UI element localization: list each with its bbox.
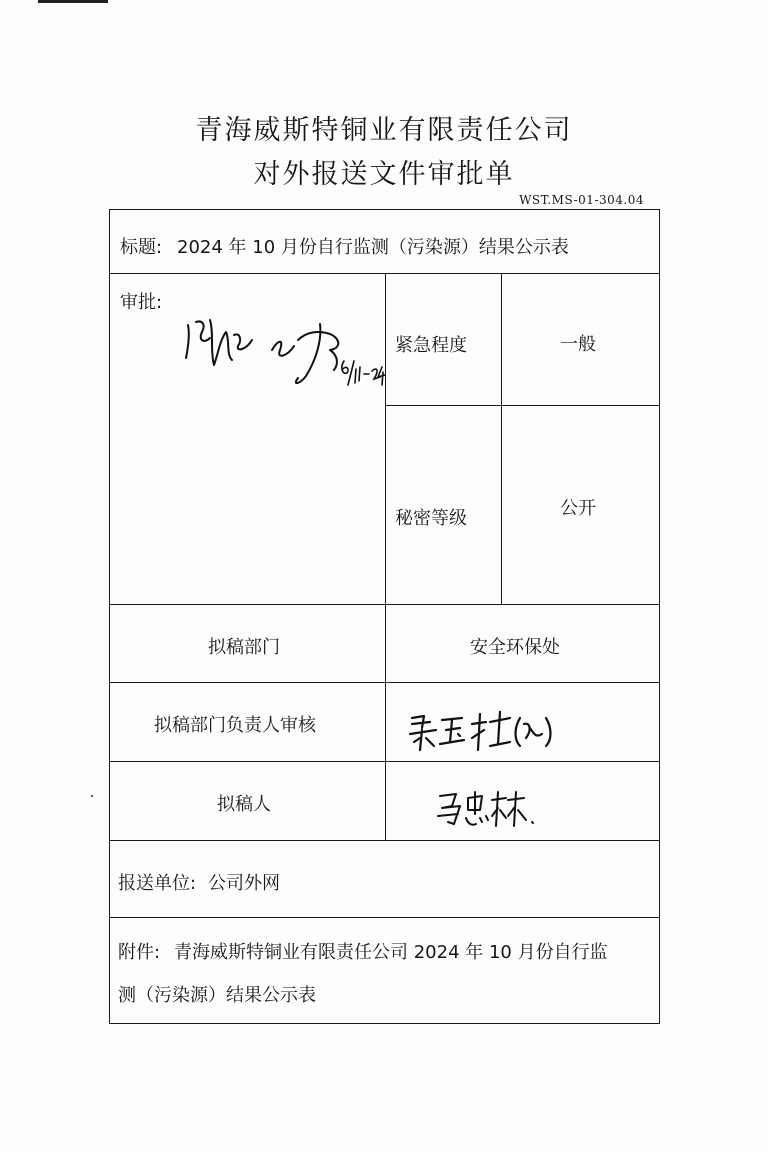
scan-edge-mark <box>38 0 108 3</box>
approval-label: 审批: <box>120 292 163 313</box>
secrecy-value: 公开 <box>560 498 596 519</box>
company-title: 青海威斯特铜业有限责任公司 <box>195 115 573 146</box>
row-divider <box>110 840 659 841</box>
document-number: WST.MS-01-304.04 <box>519 193 644 207</box>
scan-dust-dot <box>91 795 93 797</box>
drafting-dept-value: 安全环保处 <box>470 637 560 658</box>
row-divider <box>110 917 659 918</box>
column-divider <box>501 273 502 604</box>
subject-value: 2024 年 10 月份自行监测（污染源）结果公示表 <box>177 237 569 258</box>
urgency-label: 紧急程度 <box>395 335 467 356</box>
dept-head-signature <box>406 708 556 756</box>
urgency-value: 一般 <box>560 334 596 355</box>
subject-label: 标题: <box>120 237 163 258</box>
dept-head-review-label: 拟稿部门负责人审核 <box>154 715 316 736</box>
attachment-line-2: 测（污染源）结果公示表 <box>118 985 316 1006</box>
drafter-signature <box>434 788 544 832</box>
approval-date-handwritten <box>338 355 388 395</box>
row-divider <box>386 405 659 406</box>
drafter-label: 拟稿人 <box>217 794 271 815</box>
attachment-label: 附件: <box>118 942 161 963</box>
drafting-dept-label: 拟稿部门 <box>208 637 280 658</box>
secrecy-label: 秘密等级 <box>395 508 467 529</box>
attachment-line-1: 青海威斯特铜业有限责任公司 2024 年 10 月份自行监 <box>174 942 608 963</box>
recipient-value: 公司外网 <box>208 873 280 894</box>
recipient-label: 报送单位: <box>118 873 197 894</box>
approval-form-table <box>109 209 660 1024</box>
form-title: 对外报送文件审批单 <box>253 159 515 190</box>
